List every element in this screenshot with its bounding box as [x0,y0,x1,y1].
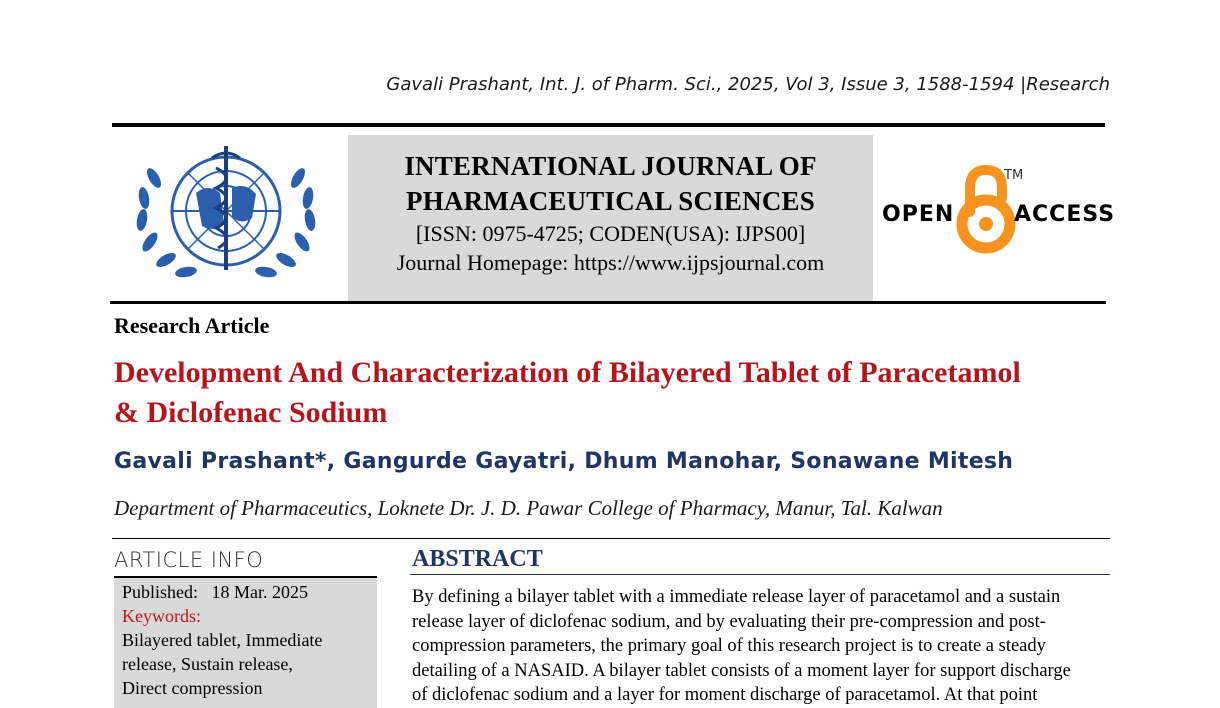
affiliation: Department of Pharmaceutics, Loknete Dr. J. D. Pawar College of Pharmacy, Manur, Tal. Kalwan [114,496,943,520]
keywords-line3: Direct compression [122,678,263,698]
running-header-citation: Gavali Prashant, Int. J. of Pharm. Sci., 2025, Vol 3, Issue 3, 1588-1594 |Research [386,74,1110,95]
abstract-heading: ABSTRACT [412,546,543,572]
abstract-body [412,585,1110,708]
published-date: 18 Mar. 2025 [211,582,309,602]
journal-homepage[interactable]: Journal Homepage: https://www.ijpsjournal.com [396,250,825,275]
keywords-line2: release, Sustain release, [122,654,293,674]
journal-title-block [348,135,873,301]
journal-emblem-logo [128,138,324,284]
keywords-line1: Bilayered tablet, Immediate [122,630,323,650]
journal-name-line2: PHARMACEUTICAL SCIENCES [406,186,815,216]
section-divider [112,538,1110,539]
open-access-logo [880,164,1116,256]
published-row [122,580,369,604]
article-info-heading: ARTICLE INFO [114,548,264,572]
keywords-label: Keywords: [122,606,201,626]
open-access-word-open: OPEN [882,202,955,227]
open-access-word-access: ACCESS [1014,202,1116,227]
journal-issn: [ISSN: 0975-4725; CODEN(USA): IJPS00] [415,221,806,246]
masthead-bottom-rule [110,301,1106,304]
article-title-line2: & Diclofenac Sodium [114,396,388,429]
article-info-panel [114,578,377,708]
author-list: Gavali Prashant*, Gangurde Gayatri, Dhum Manohar, Sonawane Mitesh [114,449,1014,474]
article-title-line1: Development And Characterization of Bilayered Tablet of Paracetamol [114,356,1021,389]
abstract-line-5: of diclofenac sodium and a layer for moment discharge of paracetamol. At that point [412,685,1038,705]
abstract-line-2: release layer of diclofenac sodium, and by evaluating their pre-compression and post- [412,611,1046,632]
masthead-top-rule [112,123,1105,127]
abstract-line-1: By defining a bilayer tablet with a immediate release layer of paracetamol and a sustain [412,587,1061,607]
trademark-mark: TM [1004,168,1024,183]
abstract-line-3: compression parameters, the primary goal of this research project is to create a steady [412,636,1046,656]
published-label: Published: [122,582,199,602]
article-title [114,353,1114,433]
article-type: Research Article [114,313,270,338]
abstract-line-4: detailing of a NASAID. A bilayer tablet consists of a moment layer for support discharge [412,660,1071,681]
journal-name-line1: INTERNATIONAL JOURNAL OF [404,151,817,181]
abstract-rule [410,574,1110,575]
